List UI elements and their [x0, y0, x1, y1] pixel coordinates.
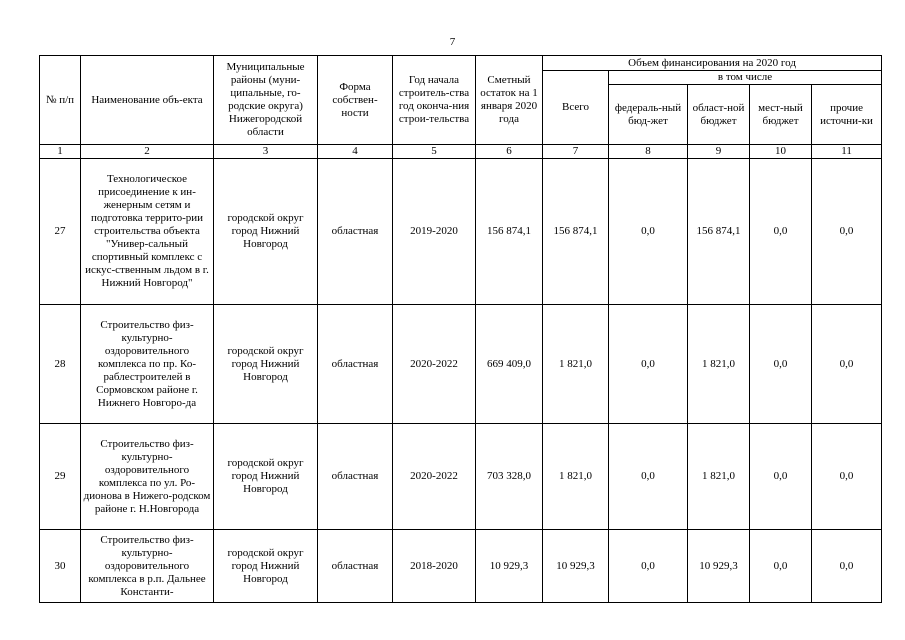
federal-budget: 0,0	[609, 530, 688, 603]
district: городской округ город Нижний Новгород	[214, 305, 318, 424]
table-row	[40, 424, 882, 530]
years: 2018-2020	[393, 530, 476, 603]
local-budget: 0,0	[750, 530, 812, 603]
column-number: 2	[81, 145, 214, 159]
local-budget: 0,0	[750, 424, 812, 530]
row-number: 30	[40, 530, 81, 603]
local-budget: 0,0	[750, 305, 812, 424]
federal-budget: 0,0	[609, 424, 688, 530]
header-financing-group: Объем финансирования на 2020 год	[543, 56, 882, 71]
header-object-name: Наименование объ-екта	[81, 56, 214, 145]
header-total: Всего	[543, 71, 609, 145]
header-ownership: Форма собствен-ности	[318, 56, 393, 145]
ownership: областная	[318, 159, 393, 305]
federal-budget: 0,0	[609, 305, 688, 424]
page-number: 7	[449, 36, 456, 48]
other-sources: 0,0	[812, 305, 882, 424]
column-number: 10	[750, 145, 812, 159]
object-name: Технологическое присоединение к ин-женерным сетям и подготовка террито-рии строительства объекта "Универ-сальный спортивный комплекс с искус-ственным льдом в г. Нижний Новгород"	[81, 159, 214, 305]
years: 2020-2022	[393, 305, 476, 424]
district: городской округ город Нижний Новгород	[214, 424, 318, 530]
total: 1 821,0	[543, 305, 609, 424]
regional-budget: 10 929,3	[688, 530, 750, 603]
header-years: Год начала строитель-ства год оконча-ния строи-тельства	[393, 56, 476, 145]
row-number: 29	[40, 424, 81, 530]
column-number: 5	[393, 145, 476, 159]
ownership: областная	[318, 424, 393, 530]
header-regional: област-ной бюджет	[688, 85, 750, 145]
header-federal: федераль-ный бюд-жет	[609, 85, 688, 145]
other-sources: 0,0	[812, 159, 882, 305]
object-name: Строительство физ-культурно-оздоровительного комплекса по пр. Ко-раблестроителей в Сормовском районе г. Нижнего Новгоро-да	[81, 305, 214, 424]
balance: 10 929,3	[476, 530, 543, 603]
header-including: в том числе	[609, 71, 882, 85]
federal-budget: 0,0	[609, 159, 688, 305]
balance: 669 409,0	[476, 305, 543, 424]
years: 2020-2022	[393, 424, 476, 530]
total: 10 929,3	[543, 530, 609, 603]
balance: 703 328,0	[476, 424, 543, 530]
column-number: 3	[214, 145, 318, 159]
regional-budget: 1 821,0	[688, 305, 750, 424]
local-budget: 0,0	[750, 159, 812, 305]
years: 2019-2020	[393, 159, 476, 305]
table-row	[40, 530, 882, 603]
financing-table	[39, 55, 882, 603]
object-name: Строительство физ-культурно-оздоровительного комплекса по ул. Ро-дионова в Нижего-родском районе г. Н.Новгорода	[81, 424, 214, 530]
column-number: 9	[688, 145, 750, 159]
total: 1 821,0	[543, 424, 609, 530]
district: городской округ город Нижний Новгород	[214, 159, 318, 305]
ownership: областная	[318, 530, 393, 603]
regional-budget: 1 821,0	[688, 424, 750, 530]
column-number: 7	[543, 145, 609, 159]
regional-budget: 156 874,1	[688, 159, 750, 305]
table-row	[40, 159, 882, 305]
column-number: 4	[318, 145, 393, 159]
other-sources: 0,0	[812, 530, 882, 603]
balance: 156 874,1	[476, 159, 543, 305]
total: 156 874,1	[543, 159, 609, 305]
header-number: № п/п	[40, 56, 81, 145]
column-number: 8	[609, 145, 688, 159]
header-local: мест-ный бюджет	[750, 85, 812, 145]
district: городской округ город Нижний Новгород	[214, 530, 318, 603]
object-name: Строительство физ-культурно-оздоровительного комплекса в р.п. Дальнее Константи-	[81, 530, 214, 603]
column-number: 1	[40, 145, 81, 159]
column-number: 6	[476, 145, 543, 159]
row-number: 27	[40, 159, 81, 305]
table-row	[40, 305, 882, 424]
ownership: областная	[318, 305, 393, 424]
other-sources: 0,0	[812, 424, 882, 530]
header-balance: Сметный остаток на 1 января 2020 года	[476, 56, 543, 145]
row-number: 28	[40, 305, 81, 424]
header-district: Муниципальные районы (муни-ципальные, го-родские округа) Нижегородской области	[214, 56, 318, 145]
column-number: 11	[812, 145, 882, 159]
header-other: прочие источни-ки	[812, 85, 882, 145]
